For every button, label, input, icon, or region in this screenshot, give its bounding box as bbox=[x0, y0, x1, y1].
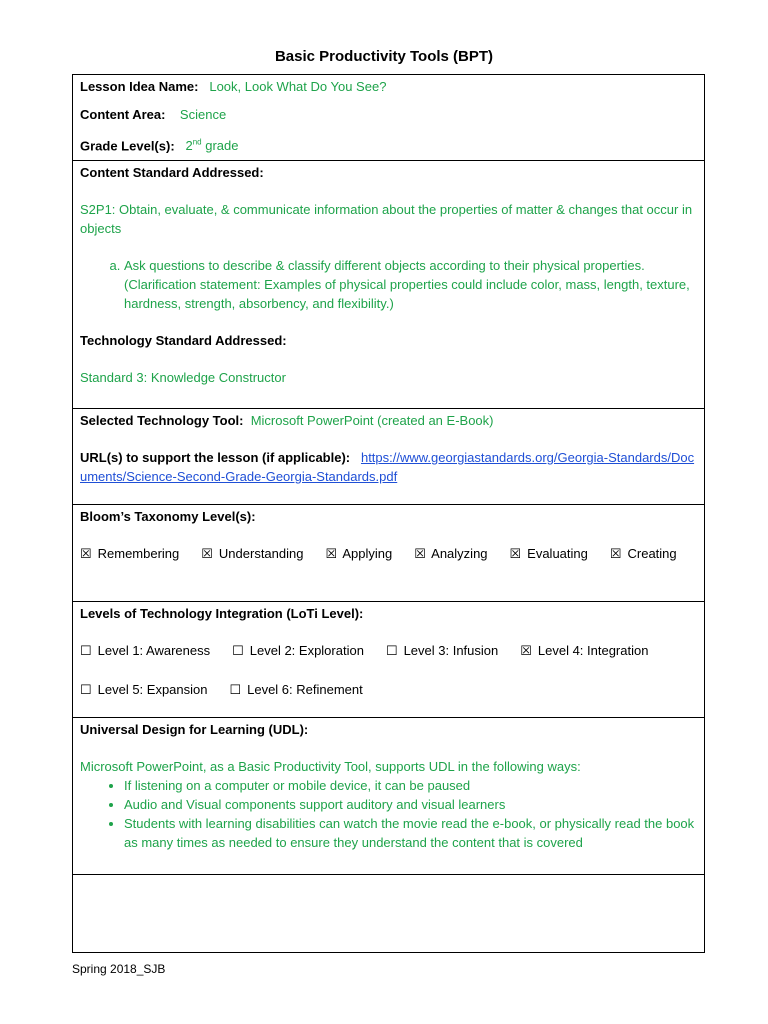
grade-level-label: Grade Level(s): bbox=[80, 138, 175, 154]
udl-bullet-list bbox=[80, 776, 697, 852]
grade-level-row bbox=[80, 133, 697, 155]
udl-label: Universal Design for Learning (UDL): bbox=[80, 722, 309, 737]
blooms-section bbox=[73, 505, 704, 602]
lesson-name-label: Lesson Idea Name: bbox=[80, 79, 199, 94]
blooms-option-analyzing[interactable] bbox=[414, 544, 487, 563]
option-label: Level 1: Awareness bbox=[97, 643, 211, 658]
loti-option-level-6[interactable] bbox=[229, 680, 362, 699]
tech-standard-label: Technology Standard Addressed: bbox=[80, 333, 287, 348]
option-label: Understanding bbox=[218, 546, 304, 561]
checkbox-checked-icon[interactable]: ☒ bbox=[201, 546, 213, 561]
checkbox-checked-icon[interactable]: ☒ bbox=[520, 643, 532, 658]
standards-section bbox=[73, 161, 704, 409]
url-label: URL(s) to support the lesson (if applicable): bbox=[80, 450, 351, 465]
empty-section bbox=[73, 875, 704, 952]
checkbox-empty-icon[interactable]: ☐ bbox=[385, 643, 398, 658]
blooms-option-understanding[interactable] bbox=[201, 544, 303, 563]
option-label: Evaluating bbox=[527, 546, 588, 561]
document-title: Basic Productivity Tools (BPT) bbox=[274, 48, 494, 65]
bpt-form bbox=[72, 74, 705, 953]
loti-options bbox=[80, 641, 697, 699]
url-row bbox=[80, 448, 697, 486]
udl-intro: Microsoft PowerPoint, as a Basic Productivity Tool, supports UDL in the following ways: bbox=[80, 759, 581, 774]
lesson-name-row bbox=[80, 77, 697, 96]
loti-option-level-4[interactable] bbox=[520, 641, 648, 660]
content-area-value: Science bbox=[179, 107, 227, 122]
tool-section bbox=[73, 409, 704, 505]
udl-bullet: • If listening on a computer or mobile device, it can be paused bbox=[124, 776, 697, 795]
blooms-option-remembering[interactable] bbox=[80, 544, 179, 563]
checkbox-empty-icon[interactable]: ☐ bbox=[80, 643, 92, 658]
blooms-label: Bloom’s Taxonomy Level(s): bbox=[80, 509, 256, 524]
checkbox-empty-icon[interactable]: ☐ bbox=[232, 643, 244, 658]
grade-word: grade bbox=[201, 138, 239, 154]
udl-bullet: • Audio and Visual components support auditory and visual learners bbox=[124, 795, 697, 814]
option-label: Level 5: Expansion bbox=[97, 682, 208, 697]
standards-url-link[interactable]: https://www.georgiastandards.org/Georgia-Standards/Documents/Science-Second-Grade-Georgia-Standards.pdf bbox=[80, 450, 695, 484]
option-label: Level 6: Refinement bbox=[247, 682, 363, 697]
lesson-name-value: Look, Look What Do You See? bbox=[209, 79, 387, 94]
udl-section bbox=[73, 718, 704, 875]
checkbox-checked-icon[interactable]: ☒ bbox=[609, 546, 622, 561]
loti-option-level-2[interactable] bbox=[232, 641, 364, 660]
option-label: Level 3: Infusion bbox=[403, 643, 499, 658]
option-label: Creating bbox=[627, 546, 677, 561]
option-label: Level 4: Integration bbox=[537, 643, 649, 658]
checkbox-checked-icon[interactable]: ☒ bbox=[414, 546, 426, 561]
tech-standard-text: Standard 3: Knowledge Constructor bbox=[80, 370, 286, 385]
loti-option-level-3[interactable] bbox=[386, 641, 498, 660]
loti-option-level-1[interactable] bbox=[80, 641, 210, 660]
standard-item-a: a. Ask questions to describe & classify different objects according to their physical properties. (Clarification statement: Examples of physical properties could include color, mass, length, texture, hardness, strength, absorbency, and flexibility.) bbox=[124, 256, 697, 313]
checkbox-empty-icon[interactable]: ☐ bbox=[229, 682, 242, 697]
tool-label: Selected Technology Tool: bbox=[80, 413, 244, 428]
tool-value: Microsoft PowerPoint (created an E-Book) bbox=[250, 413, 494, 428]
grade-level-value bbox=[186, 138, 239, 153]
option-label: Level 2: Exploration bbox=[249, 643, 364, 658]
blooms-options bbox=[80, 544, 697, 563]
content-standard-text: S2P1: Obtain, evaluate, & communicate information about the properties of matter & changes that occur in objects bbox=[80, 202, 693, 236]
blooms-option-applying[interactable] bbox=[325, 544, 392, 563]
checkbox-checked-icon[interactable]: ☒ bbox=[325, 546, 338, 561]
standard-list bbox=[80, 256, 697, 313]
checkbox-empty-icon[interactable]: ☐ bbox=[80, 682, 92, 697]
blooms-option-evaluating[interactable] bbox=[510, 544, 588, 563]
checkbox-checked-icon[interactable]: ☒ bbox=[509, 546, 522, 561]
tool-row bbox=[80, 411, 697, 430]
checkbox-checked-icon[interactable]: ☒ bbox=[80, 546, 92, 561]
blooms-option-creating[interactable] bbox=[610, 544, 677, 563]
lesson-info-section bbox=[73, 75, 704, 161]
option-label: Applying bbox=[342, 546, 393, 561]
grade-suffix: nd bbox=[192, 138, 202, 147]
content-standard-label: Content Standard Addressed: bbox=[80, 165, 264, 180]
loti-label: Levels of Technology Integration (LoTi Level): bbox=[80, 606, 364, 621]
loti-option-level-5[interactable] bbox=[80, 680, 207, 699]
content-area-row bbox=[80, 105, 697, 124]
option-label: Remembering bbox=[97, 546, 180, 561]
loti-section bbox=[73, 602, 704, 718]
footer-text: Spring 2018_SJB bbox=[72, 962, 166, 976]
option-label: Analyzing bbox=[431, 546, 488, 561]
grade-number: 2 bbox=[185, 138, 193, 154]
udl-bullet: • Students with learning disabilities can watch the movie read the e-book, or physically read the book as many times as needed to ensure they understand the content that is covered bbox=[124, 814, 697, 852]
content-area-label: Content Area: bbox=[80, 107, 166, 122]
